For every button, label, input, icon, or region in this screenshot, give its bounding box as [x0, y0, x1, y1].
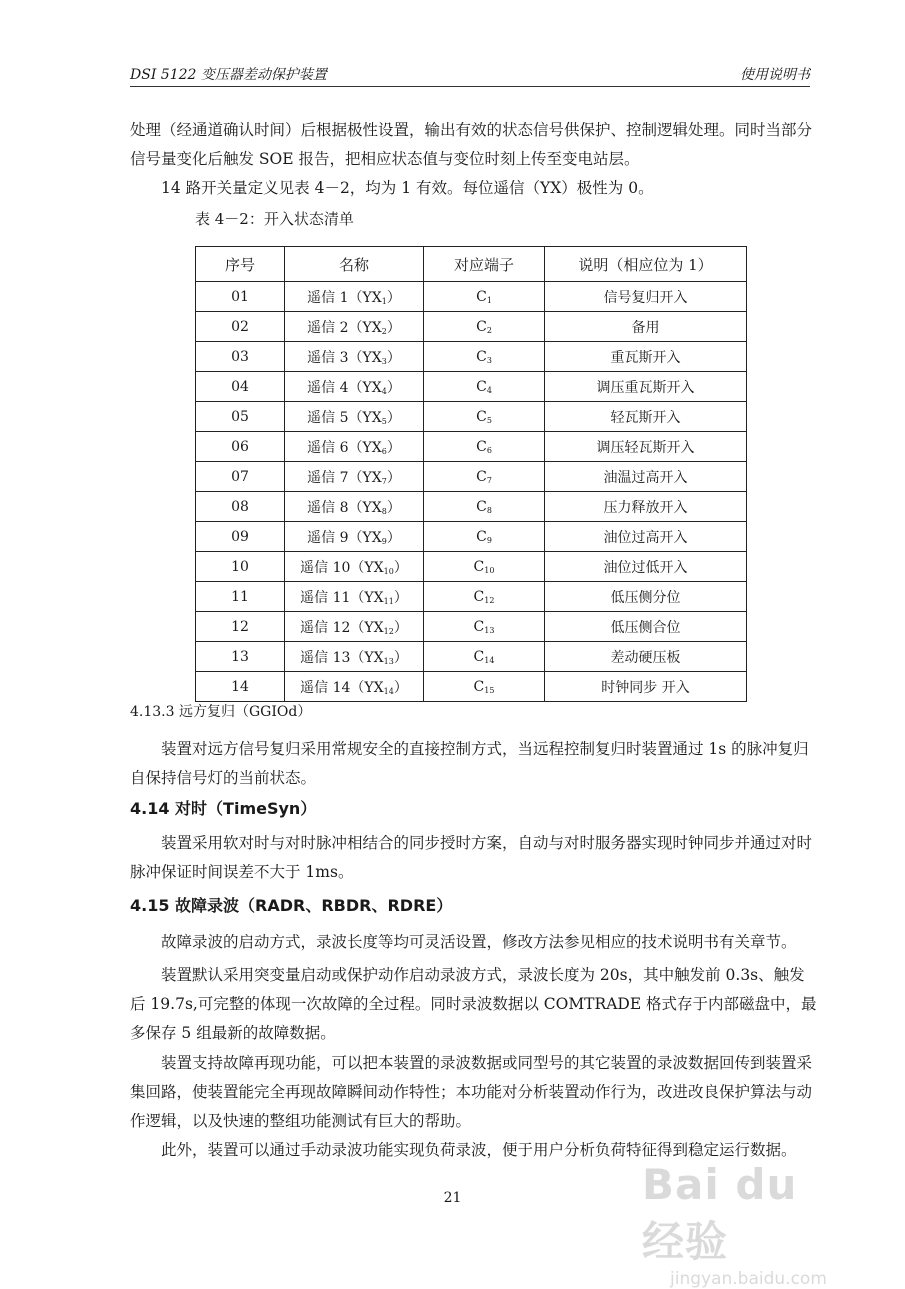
table-row — [196, 402, 747, 432]
cell-name: 遥信 $1(YX_1)$ — [285, 282, 424, 312]
cell-description: 油位过高开入 — [545, 522, 747, 552]
cell-terminal: $C_{12}$ — [424, 582, 545, 612]
cell-terminal: $C_5$ — [424, 402, 545, 432]
cell-name: 遥信 $11(YX_{11})$ — [285, 582, 424, 612]
section-4-15-paragraph-3: 装置支持故障再现功能，可以把本装置的录波数据或同型号的其它装置的录波数据回传到装置采集回路，使装置能完全再现故障瞬间动作特性；本功能对分析装置动作行为，改进改良保护算法与动作逻辑，以及快速的整组功能测试有巨大的帮助。 — [130, 1054, 813, 1130]
cell-name: 遥信 $6(YX_6)$ — [285, 432, 424, 462]
cell-name: 遥信 $9(YX_9)$ — [285, 522, 424, 552]
cell-no: 05 — [196, 402, 285, 432]
table-row — [196, 582, 747, 612]
section-4-15-title: 4.15 故障录波（RADR、RBDR、RDRE） — [130, 896, 453, 915]
table-row — [196, 672, 747, 702]
cell-terminal: $C_6$ — [424, 432, 545, 462]
table-row — [196, 372, 747, 402]
cell-description: 信号复归开入 — [545, 282, 747, 312]
intro-paragraph: 处理（经通道确认时间）后根据极性设置，输出有效的状态信号供保护、控制逻辑处理。同时当部分信号量变化后触发 SOE 报告，把相应状态值与变位时刻上传至变电站层。 — [130, 121, 813, 168]
table-row — [196, 552, 747, 582]
cell-terminal: $C_2$ — [424, 312, 545, 342]
cell-terminal: $C_8$ — [424, 492, 545, 522]
cell-name: 遥信 $3(YX_3)$ — [285, 342, 424, 372]
col-header-no: 序号 — [196, 247, 285, 282]
cell-name: 遥信 $2(YX_2)$ — [285, 312, 424, 342]
cell-name: 遥信 $13(YX_{13})$ — [285, 642, 424, 672]
cell-no: 13 — [196, 642, 285, 672]
cell-no: 10 — [196, 552, 285, 582]
col-header-terminal: 对应端子 — [424, 247, 545, 282]
switch-definition-paragraph: 14 路开关量定义见表 4－2，均为 1 有效。每位遥信（YX）极性为 0。 — [161, 179, 654, 197]
cell-terminal: $C_{15}$ — [424, 672, 545, 702]
cell-no: 02 — [196, 312, 285, 342]
cell-description: 压力释放开入 — [545, 492, 747, 522]
cell-terminal: $C_4$ — [424, 372, 545, 402]
cell-terminal: $C_3$ — [424, 342, 545, 372]
table-row — [196, 312, 747, 342]
cell-description: 低压侧分位 — [545, 582, 747, 612]
table-row — [196, 612, 747, 642]
cell-no: 08 — [196, 492, 285, 522]
cell-terminal: $C_1$ — [424, 282, 545, 312]
header-title: DSI 5122 变压器差动保护装置 — [130, 67, 327, 83]
cell-no: 03 — [196, 342, 285, 372]
col-header-name: 名称 — [285, 247, 424, 282]
cell-description: 调压重瓦斯开入 — [545, 372, 747, 402]
cell-no: 07 — [196, 462, 285, 492]
table-row — [196, 432, 747, 462]
cell-no: 01 — [196, 282, 285, 312]
cell-description: 油位过低开入 — [545, 552, 747, 582]
cell-name: 遥信 $12(YX_{12})$ — [285, 612, 424, 642]
header-divider — [130, 86, 810, 87]
watermark-url: jingyan.baidu.com — [670, 1269, 827, 1289]
cell-terminal: $C_7$ — [424, 462, 545, 492]
input-status-table — [195, 246, 747, 702]
section-4-15-paragraph-2: 装置默认采用突变量启动或保护动作启动录波方式，录波长度为 20s，其中触发前 0.3s、触发后 19.7s,可完整的体现一次故障的全过程。同时录波数据以 COMTRADE 格式存于内部磁盘中，最多保存 5 组最新的故障数据。 — [130, 966, 817, 1042]
cell-name: 遥信 $14(YX_{14})$ — [285, 672, 424, 702]
cell-no: 09 — [196, 522, 285, 552]
cell-description: 备用 — [545, 312, 747, 342]
cell-name: 遥信 $7(YX_7)$ — [285, 462, 424, 492]
section-4-14-title: 4.14 对时（TimeSyn） — [130, 799, 317, 818]
cell-description: 时钟同步 开入 — [545, 672, 747, 702]
page-header — [130, 64, 810, 86]
table-row — [196, 522, 747, 552]
section-4-13-3-body: 装置对远方信号复归采用常规安全的直接控制方式，当远程控制复归时装置通过 1s 的脉冲复归自保持信号灯的当前状态。 — [130, 740, 809, 787]
cell-no: 06 — [196, 432, 285, 462]
watermark-brand: Bai du 经验 — [642, 1160, 798, 1266]
table-row — [196, 342, 747, 372]
cell-description: 重瓦斯开入 — [545, 342, 747, 372]
section-4-15-paragraph-1: 故障录波的启动方式，录波长度等均可灵活设置，修改方法参见相应的技术说明书有关章节。 — [161, 933, 797, 951]
cell-no: 11 — [196, 582, 285, 612]
table-row — [196, 492, 747, 522]
page-number: 21 — [443, 1190, 462, 1206]
section-4-14-body: 装置采用软对时与对时脉冲相结合的同步授时方案，自动与对时服务器实现时钟同步并通过对时脉冲保证时间误差不大于 1ms。 — [130, 834, 813, 881]
cell-no: 04 — [196, 372, 285, 402]
table-row — [196, 462, 747, 492]
cell-name: 遥信 $8(YX_8)$ — [285, 492, 424, 522]
header-doc-type: 使用说明书 — [740, 67, 810, 83]
cell-name: 遥信 $4(YX_4)$ — [285, 372, 424, 402]
cell-no: 14 — [196, 672, 285, 702]
watermark-logo — [642, 1160, 847, 1289]
table-row — [196, 642, 747, 672]
section-4-15-paragraph-4: 此外，装置可以通过手动录波功能实现负荷录波，便于用户分析负荷特征得到稳定运行数据。 — [161, 1141, 797, 1159]
cell-description: 轻瓦斯开入 — [545, 402, 747, 432]
table-caption: 表 4－2：开入状态清单 — [195, 210, 354, 228]
cell-description: 油温过高开入 — [545, 462, 747, 492]
table-row — [196, 282, 747, 312]
table-header-row — [196, 247, 747, 282]
section-4-13-3-title: 4.13.3 远方复归（GGIOd） — [130, 704, 312, 720]
cell-description: 低压侧合位 — [545, 612, 747, 642]
cell-terminal: $C_{10}$ — [424, 552, 545, 582]
cell-description: 差动硬压板 — [545, 642, 747, 672]
cell-terminal: $C_{14}$ — [424, 642, 545, 672]
col-header-description: 说明（相应位为 1） — [545, 247, 747, 282]
cell-description: 调压轻瓦斯开入 — [545, 432, 747, 462]
cell-name: 遥信 $10(YX_{10})$ — [285, 552, 424, 582]
cell-name: 遥信 $5(YX_5)$ — [285, 402, 424, 432]
cell-no: 12 — [196, 612, 285, 642]
cell-terminal: $C_9$ — [424, 522, 545, 552]
cell-terminal: $C_{13}$ — [424, 612, 545, 642]
